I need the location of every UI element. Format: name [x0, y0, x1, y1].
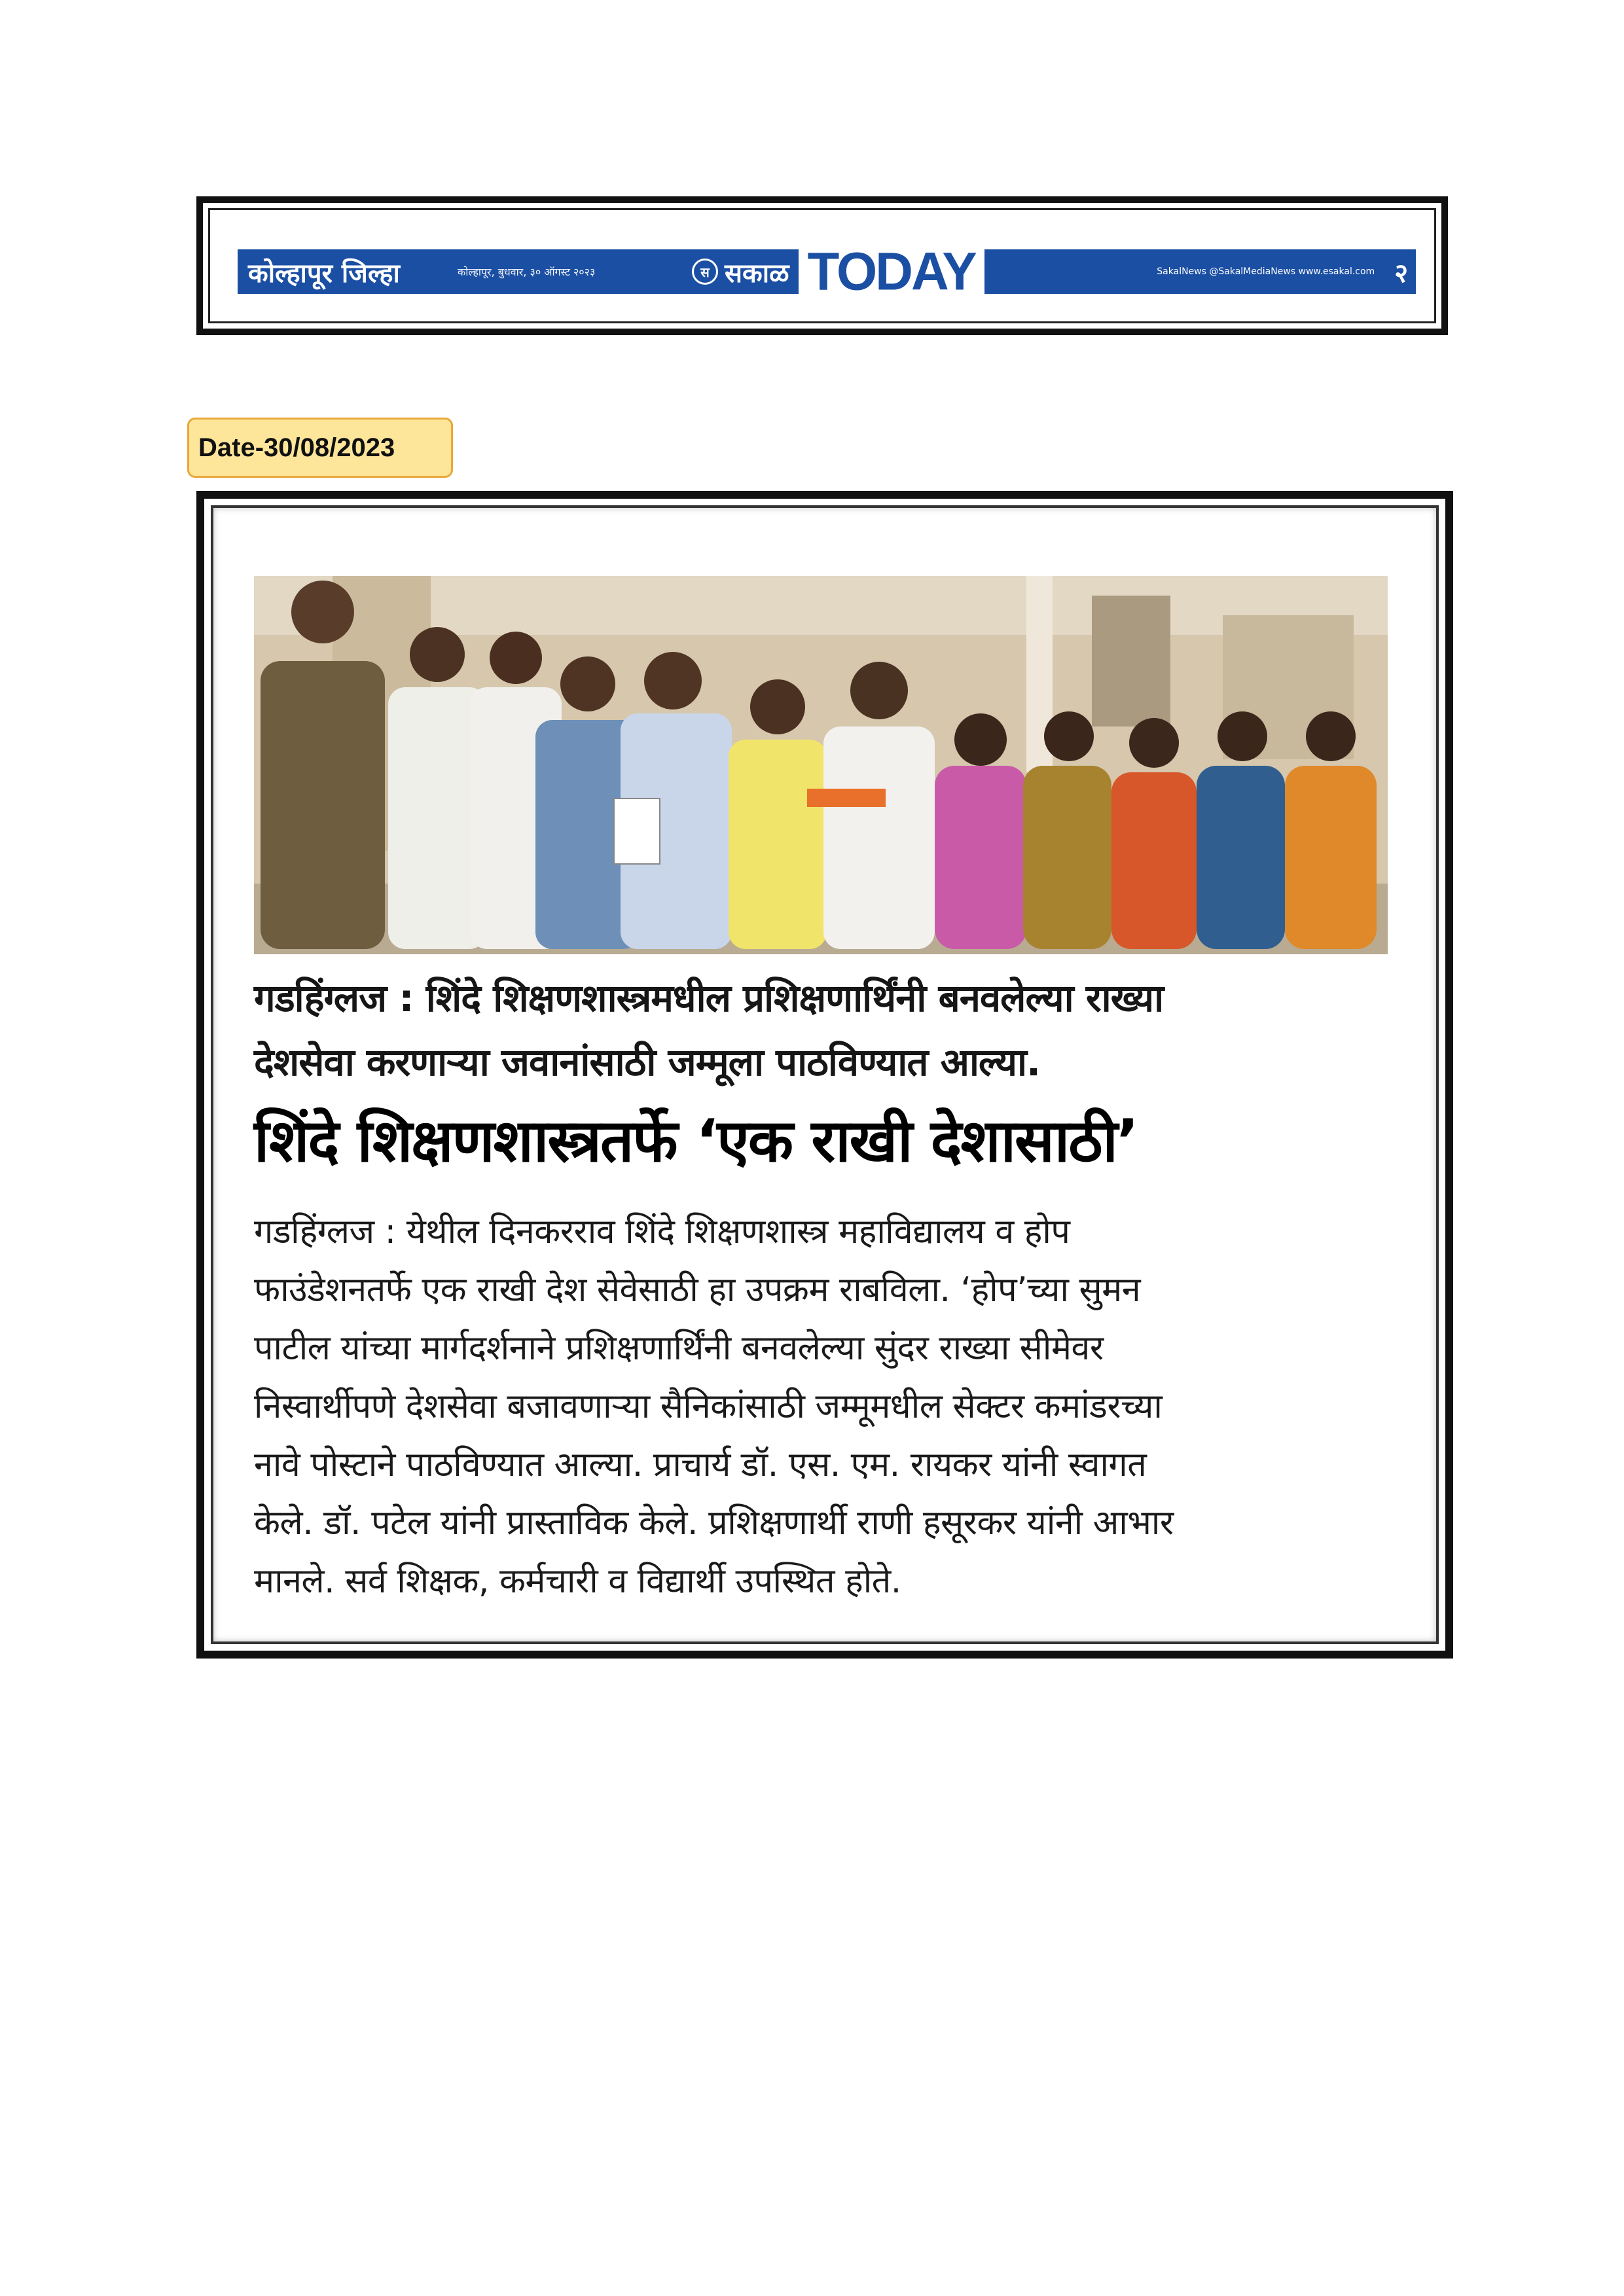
masthead-left-panel: [238, 249, 683, 294]
group-photo-illustration: [254, 576, 1388, 954]
date-badge: Date-30/08/2023: [187, 418, 453, 478]
article-inner-border: [211, 505, 1439, 1644]
sakal-brand: सकाळ: [725, 258, 789, 289]
article-headline: शिंदे शिक्षणशास्त्रतर्फे ‘एक राखी देशासाठी’: [254, 1107, 1138, 1175]
group-photo: [254, 576, 1388, 954]
body-line: फाउंडेशनतर्फे एक राखी देश सेवेसाठी हा उपक्रम राबविला. ‘होप’च्या सुमन: [254, 1270, 1141, 1310]
edition-date: कोल्हापूर, बुधवार, ३० ऑगस्ट २०२३: [458, 266, 596, 278]
body-line: पाटील यांच्या मार्गदर्शनाने प्रशिक्षणार्थिंनी बनवलेल्या सुंदर राख्या सीमेवर: [254, 1329, 1104, 1368]
body-line: केले. डॉ. पटेल यांनी प्रास्ताविक केले. प्रशिक्षणार्थी राणी हसूरकर यांनी आभार: [254, 1503, 1174, 1543]
masthead-bar: [238, 242, 1416, 301]
masthead-clipping: [196, 196, 1448, 335]
caption-line: देशसेवा करणाऱ्या जवानांसाठी जम्मूला पाठविण्यात आल्या.: [254, 1040, 1041, 1085]
social-handles: SakalNews @SakalMediaNews www.esakal.com: [1157, 266, 1375, 277]
masthead-inner-border: [208, 208, 1436, 323]
body-line: मानले. सर्व शिक्षक, कर्मचारी व विद्यार्थी उपस्थित होते.: [254, 1562, 901, 1601]
district-name: कोल्हापूर जिल्हा: [248, 258, 400, 289]
article-body: [254, 1203, 1393, 1611]
sakal-logo-icon: स: [692, 259, 718, 285]
body-line: नावे पोस्टाने पाठविण्यात आल्या. प्राचार्य डॉ. एस. एम. रायकर यांनी स्वागत: [254, 1445, 1147, 1484]
today-brand: TODAY: [799, 249, 984, 294]
masthead-right-panel: [984, 249, 1416, 294]
sakal-logo: [683, 249, 799, 294]
photo-caption: [254, 966, 1393, 1094]
caption-line: गडहिंग्लज : शिंदे शिक्षणशास्त्रमधील प्रशिक्षणार्थिंनी बनवलेल्या राख्या: [254, 976, 1164, 1020]
body-line: निस्वार्थीपणे देशसेवा बजावणाऱ्या सैनिकांसाठी जम्मूमधील सेक्टर कमांडरच्या: [254, 1387, 1163, 1426]
page-number: २: [1394, 258, 1408, 289]
body-line: गडहिंग्लज : येथील दिनकरराव शिंदे शिक्षणशास्त्र महाविद्यालय व होप: [254, 1212, 1070, 1251]
article-clipping: [196, 491, 1453, 1659]
